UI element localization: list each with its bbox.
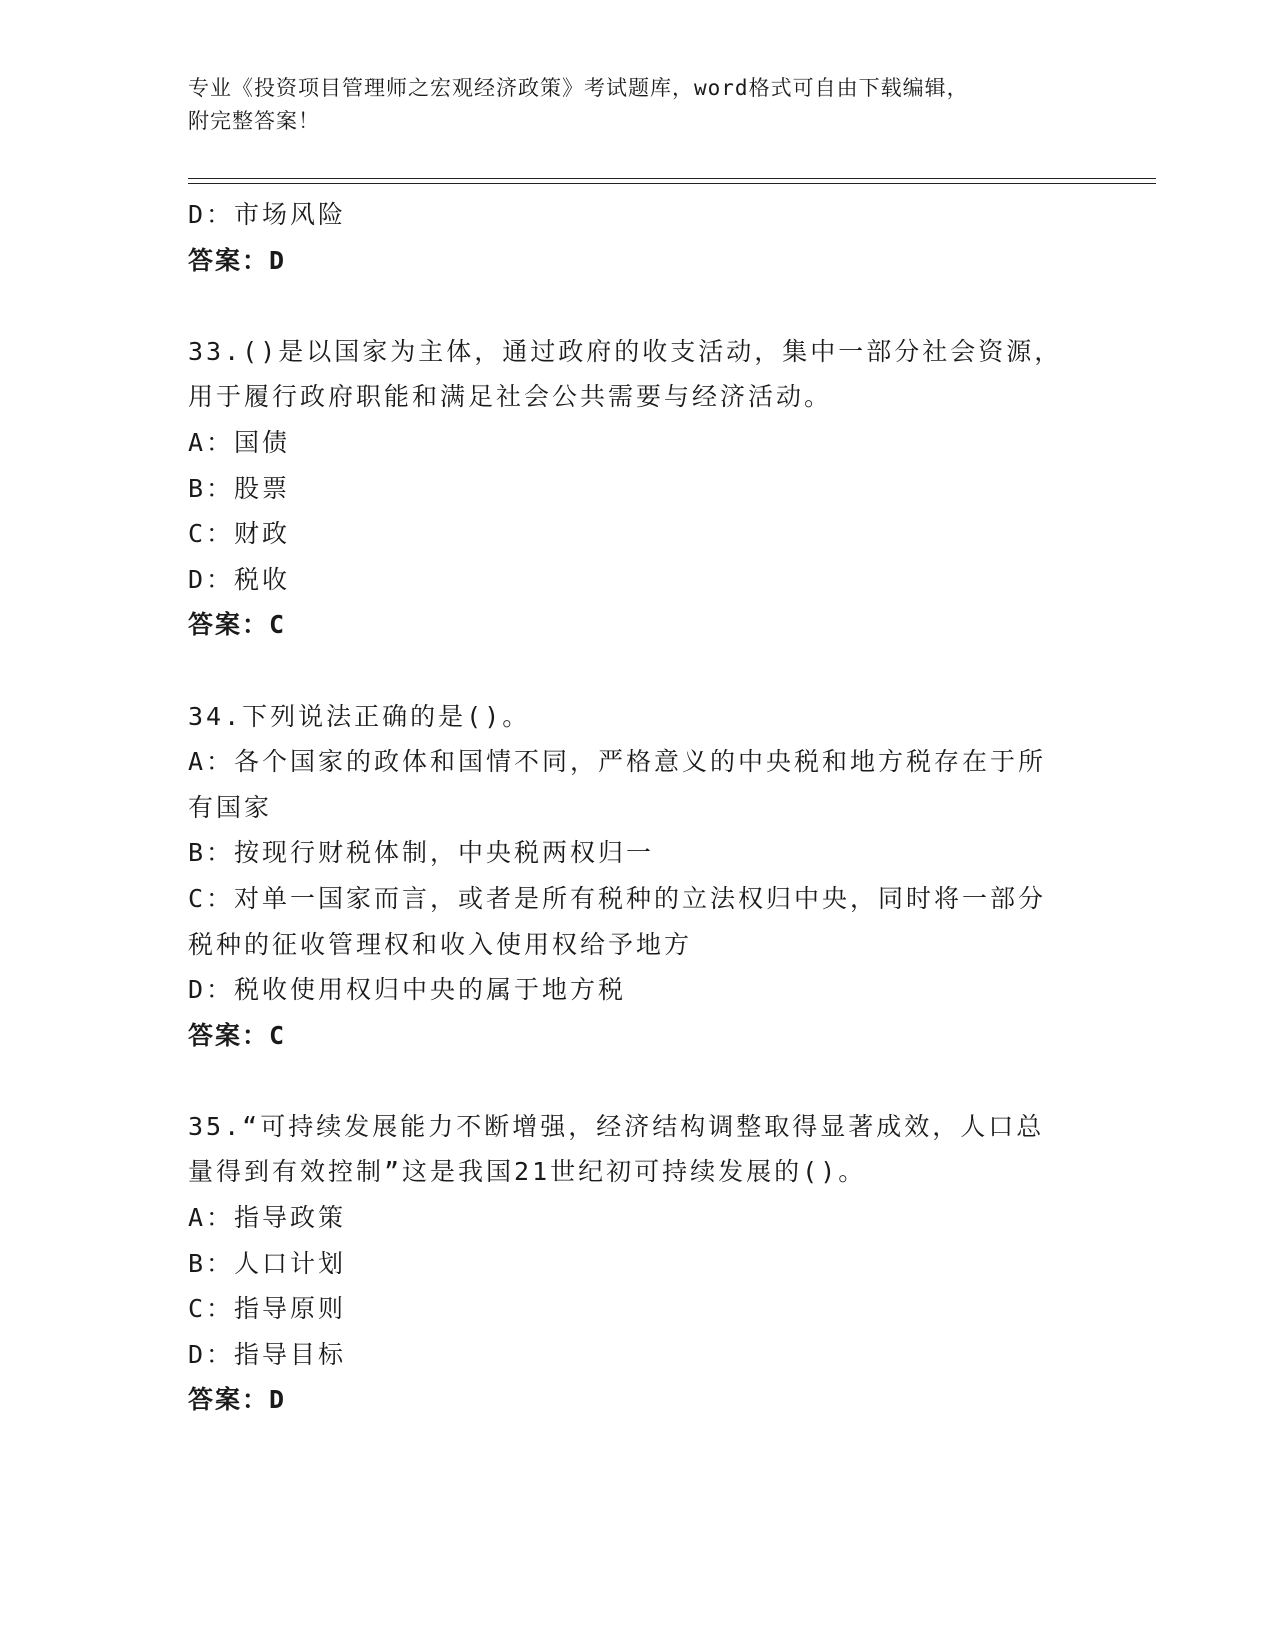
question-35 — [188, 1104, 1088, 1423]
question-34-option-a-line-2: 有国家 — [188, 792, 273, 822]
header-line-2: 附完整答案！ — [188, 109, 320, 133]
question-35-option-c: C：指导原则 — [188, 1294, 347, 1324]
question-35-option-a: A：指导政策 — [188, 1203, 347, 1233]
question-34 — [188, 694, 1088, 1059]
prev-answer: 答案：D — [188, 245, 287, 275]
question-33-option-c: C：财政 — [188, 519, 291, 549]
question-35-option-b: B：人口计划 — [188, 1248, 347, 1278]
question-content — [188, 192, 1088, 1423]
header-divider-bottom — [188, 183, 1156, 184]
question-34-stem: 34.下列说法正确的是()。 — [188, 701, 531, 731]
spacer — [188, 283, 1088, 329]
spacer — [188, 1058, 1088, 1104]
question-33-option-b: B：股票 — [188, 473, 291, 503]
header-line-1: 专业《投资项目管理师之宏观经济政策》考试题库，word格式可自由下载编辑， — [188, 76, 969, 100]
question-35-answer: 答案：D — [188, 1385, 287, 1415]
question-35-stem-line-2: 量得到有效控制”这是我国21世纪初可持续发展的()。 — [188, 1157, 867, 1187]
question-35-option-d: D：指导目标 — [188, 1339, 347, 1369]
question-34-option-a-line-1: A：各个国家的政体和国情不同，严格意义的中央税和地方税存在于所 — [188, 747, 1047, 777]
question-34-option-b: B：按现行财税体制，中央税两权归一 — [188, 838, 655, 868]
spacer — [188, 648, 1088, 694]
question-34-answer: 答案：C — [188, 1020, 287, 1050]
prev-option-d: D：市场风险 — [188, 200, 347, 229]
question-33-option-d: D：税收 — [188, 564, 291, 594]
header-divider-top — [188, 178, 1156, 179]
document-header — [188, 72, 1088, 138]
question-35-stem-line-1: 35.“可持续发展能力不断增强，经济结构调整取得显著成效，人口总 — [188, 1111, 1045, 1141]
question-34-option-c-line-2: 税种的征收管理权和收入使用权给予地方 — [188, 929, 693, 959]
question-34-option-d: D：税收使用权归中央的属于地方税 — [188, 975, 627, 1005]
question-33-answer: 答案：C — [188, 610, 287, 640]
question-33-stem-line-2: 用于履行政府职能和满足社会公共需要与经济活动。 — [188, 382, 833, 412]
question-34-option-c-line-1: C：对单一国家而言，或者是所有税种的立法权归中央，同时将一部分 — [188, 883, 1047, 913]
question-33-stem-line-1: 33.()是以国家为主体，通过政府的收支活动，集中一部分社会资源， — [188, 336, 1063, 366]
question-33 — [188, 329, 1088, 648]
question-33-option-a: A：国债 — [188, 427, 291, 457]
